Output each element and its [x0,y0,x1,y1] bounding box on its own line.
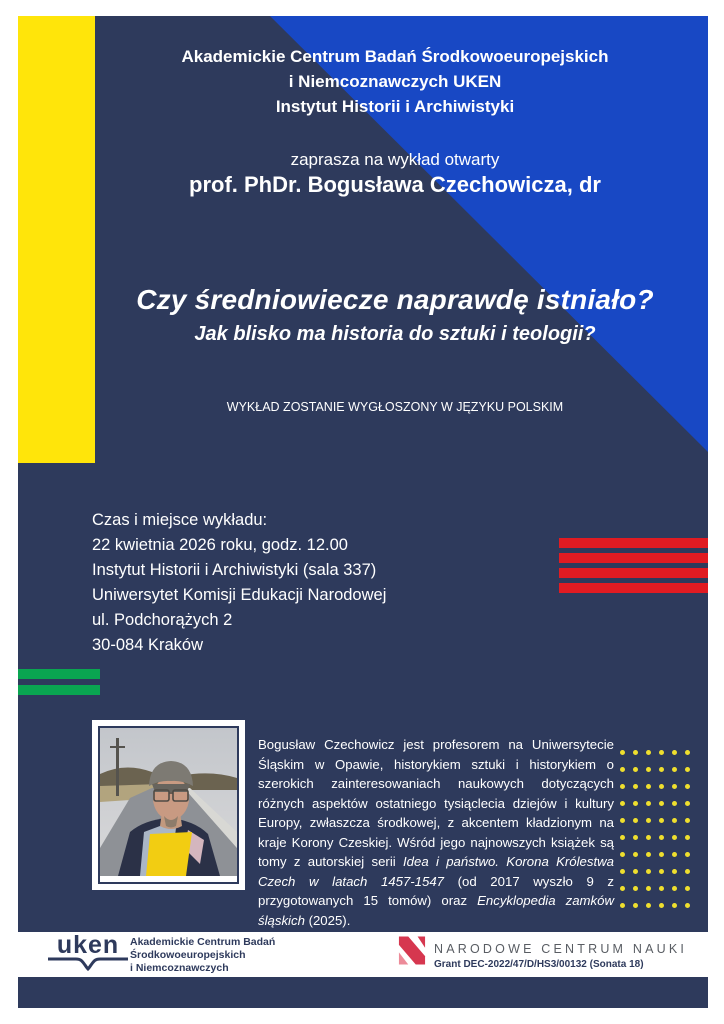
lecture-subtitle: Jak blisko ma historia do sztuki i teologii? [194,323,596,345]
lecture-poster [18,16,708,1008]
lecture-title: Czy średniowiecze naprawdę istniało? [136,284,654,315]
yellow-dot [620,801,625,806]
time-place-block [92,508,512,658]
footer [18,932,708,977]
yellow-dot [620,784,625,789]
yellow-dot [633,835,638,840]
red-stripe [559,553,708,563]
speaker-photo [98,726,239,884]
speaker-name: prof. PhDr. Bogusława Czechowicza, dr [189,172,601,197]
uken-center-name [130,936,275,975]
yellow-dot [659,903,664,908]
yellow-dot [633,750,638,755]
green-stripe [18,669,100,679]
yellow-dot [672,869,677,874]
lecture-title-block [58,282,708,347]
yellow-dot [672,767,677,772]
yellow-dot [659,835,664,840]
yellow-dot [633,886,638,891]
yellow-dot [685,767,690,772]
yellow-dot [672,903,677,908]
invitation-block [95,149,695,198]
yellow-dot [659,801,664,806]
yellow-dot [672,750,677,755]
yellow-dot [646,818,651,823]
organizer-line: Instytut Historii i Archiwistyki [275,97,515,116]
yellow-dot [672,886,677,891]
uken-wordmark: uken [56,931,120,959]
yellow-dot [646,852,651,857]
uken-book-icon [46,957,130,972]
yellow-dot [659,852,664,857]
details-heading: Czas i miejsce wykładu: [92,511,268,529]
green-stripes-decor [18,669,100,701]
speaker-photo-illustration [100,728,237,876]
bio-italic-segment: Encyklopedia zamków śląskich [258,893,614,928]
yellow-dot [633,903,638,908]
yellow-dot [659,818,664,823]
yellow-dot [620,869,625,874]
bio-paragraph [258,735,614,930]
organizer-line: Akademickie Centrum Badań Środkowoeuropejskich [181,47,609,66]
green-stripe [18,685,100,695]
uken-center-line: i Niemcoznawczych [130,962,229,974]
yellow-dot [646,835,651,840]
invitation-text: zaprasza na wykład otwarty [290,150,500,169]
yellow-dot [620,750,625,755]
uken-logo [46,933,130,972]
yellow-dot [646,903,651,908]
yellow-dot [659,886,664,891]
details-city: 30-084 Kraków [92,636,203,654]
yellow-dot [672,852,677,857]
ncn-logo-icon [398,936,426,965]
yellow-stripe [18,16,95,463]
details-date: 22 kwietnia 2026 roku, godz. 12.00 [92,536,348,554]
yellow-dot [633,818,638,823]
organizer-line: i Niemcoznawczych UKEN [288,72,502,91]
yellow-dot [620,767,625,772]
yellow-dot [685,852,690,857]
language-note: WYKŁAD ZOSTANIE WYGŁOSZONY W JĘZYKU POLSKIM [226,400,564,414]
yellow-dot [633,784,638,789]
yellow-dot [685,903,690,908]
yellow-dot [646,886,651,891]
yellow-dot [685,886,690,891]
yellow-dot [685,750,690,755]
yellow-dot [659,784,664,789]
yellow-dot [685,835,690,840]
details-university: Uniwersytet Komisji Edukacji Narodowej [92,586,387,604]
yellow-dot [633,869,638,874]
yellow-dot [646,869,651,874]
grant-number: Grant DEC-2022/47/D/HS3/00132 (Sonata 18) [434,959,644,970]
yellow-dot [646,767,651,772]
yellow-dot [659,869,664,874]
yellow-dots-decor [620,750,690,908]
yellow-dot [685,818,690,823]
details-institute: Instytut Historii i Archiwistyki (sala 337) [92,561,377,579]
yellow-dot [633,852,638,857]
bio-italic-segment: Idea i państwo. Korona Królestwa Czech w latach 1457-1547 [258,854,614,889]
organizer-block [95,44,695,119]
speaker-photo-frame [92,720,245,890]
yellow-dot [620,818,625,823]
yellow-dot [685,801,690,806]
red-stripe [559,583,708,593]
yellow-dot [633,767,638,772]
details-street: ul. Podchorążych 2 [92,611,233,629]
yellow-dot [646,784,651,789]
uken-center-line: Środkowoeuropejskich [130,949,246,961]
red-stripe [559,538,708,548]
yellow-dot [672,784,677,789]
bio-segment: Bogusław Czechowicz jest profesorem na Uniwersytecie Śląskim w Opawie, historykiem sztuki i historykiem o szerokich zainteresowaniach naukowych dotyczących różnych aspektów ostatniego tysiąclecia dziejów i kultury Europy, zwłaszcza środkowej, z akcentem kładzionym na kraje Korony Czeskiej. Wśród jego najnowszych książek są tomy z autorskiej serii [258,737,614,870]
yellow-dot [672,835,677,840]
yellow-dot [620,852,625,857]
yellow-dot [685,784,690,789]
yellow-dot [646,750,651,755]
red-stripes-decor [559,538,708,598]
yellow-dot [685,869,690,874]
yellow-dot [620,835,625,840]
yellow-dot [620,886,625,891]
red-stripe [559,568,708,578]
yellow-dot [672,818,677,823]
ncn-name: NARODOWE CENTRUM NAUKI [434,942,688,956]
yellow-dot [620,903,625,908]
yellow-dot [659,767,664,772]
yellow-dot [672,801,677,806]
yellow-dot [633,801,638,806]
uken-center-line: Akademickie Centrum Badań [130,936,276,948]
bio-segment: (2025). [304,912,351,928]
bio-segment: (od 2017 wyszło 9 z przygotowanych 15 tomów) oraz [258,873,614,909]
yellow-dot [646,801,651,806]
yellow-dot [659,750,664,755]
